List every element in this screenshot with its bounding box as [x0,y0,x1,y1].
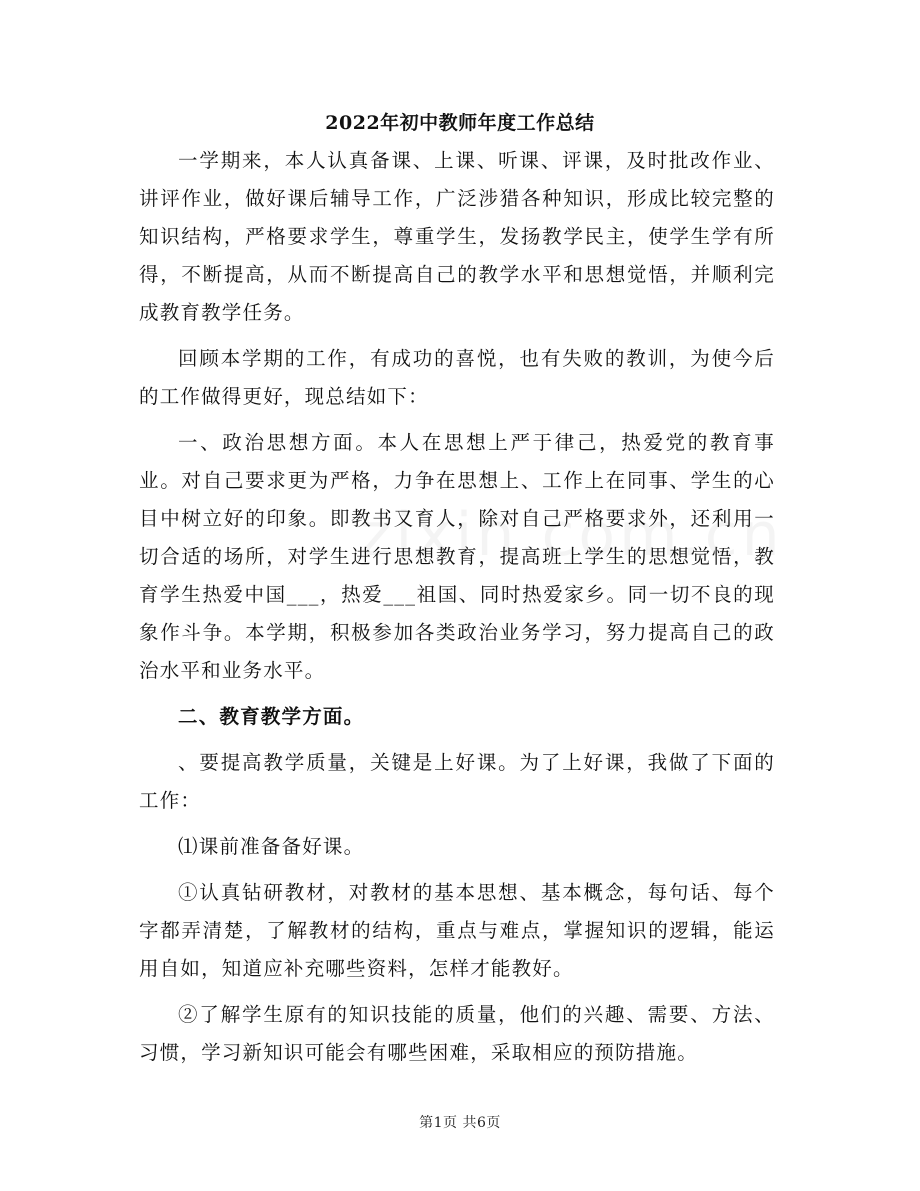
paragraph-teaching-quality: 、要提高教学质量，关键是上好课。为了上好课，我做了下面的工作： [139,751,775,812]
paragraph-study-materials: ①认真钻研教材，对教材的基本思想、基本概念，每句话、每个字都弄清楚，了解教材的结构，重点与难点，掌握知识的逻辑，能运用自如，知道应补充哪些资料，怎样才能教好。 [139,881,775,980]
paragraph-lesson-prep: ⑴课前准备备好课。 [178,835,365,858]
paragraph-know-students: ②了解学生原有的知识技能的质量，他们的兴趣、需要、方法、习惯，学习新知识可能会有哪些困难，采取相应的预防措施。 [139,1003,775,1064]
section-heading-teaching: 二、教育教学方面。 [178,705,365,728]
paragraph-intro: 一学期来，本人认真备课、上课、听课、评课，及时批改作业、讲评作业，做好课后辅导工作，广泛涉猎各种知识，形成比较完整的知识结构，严格要求学生，尊重学生，发扬教学民主，使学生学有所得，不断提高，从而不断提高自己的教学水平和思想觉悟，并顺利完成教育教学任务。 [139,149,775,324]
page-footer: 第1页 共6页 [419,1115,501,1131]
paragraph-political: 一、政治思想方面。本人在思想上严于律己，热爱党的教育事业。对自己要求更为严格，力争在思想上、工作上在同事、学生的心目中树立好的印象。即教书又育人，除对自己严格要求外，还利用一切合适的场所，对学生进行思想教育，提高班上学生的思想觉悟，教育学生热爱中国___，热爱___祖国、同时热爱家乡。同一切不良的现象作斗争。本学期，积极参加各类政治业务学习，努力提高自己的政治水平和业务水平。 [139,431,775,682]
document-body [139,142,775,1072]
document-title: 2022年初中教师年度工作总结 [325,112,595,134]
paragraph-review: 回顾本学期的工作，有成功的喜悦，也有失败的教训，为使今后的工作做得更好，现总结如下： [139,347,775,408]
